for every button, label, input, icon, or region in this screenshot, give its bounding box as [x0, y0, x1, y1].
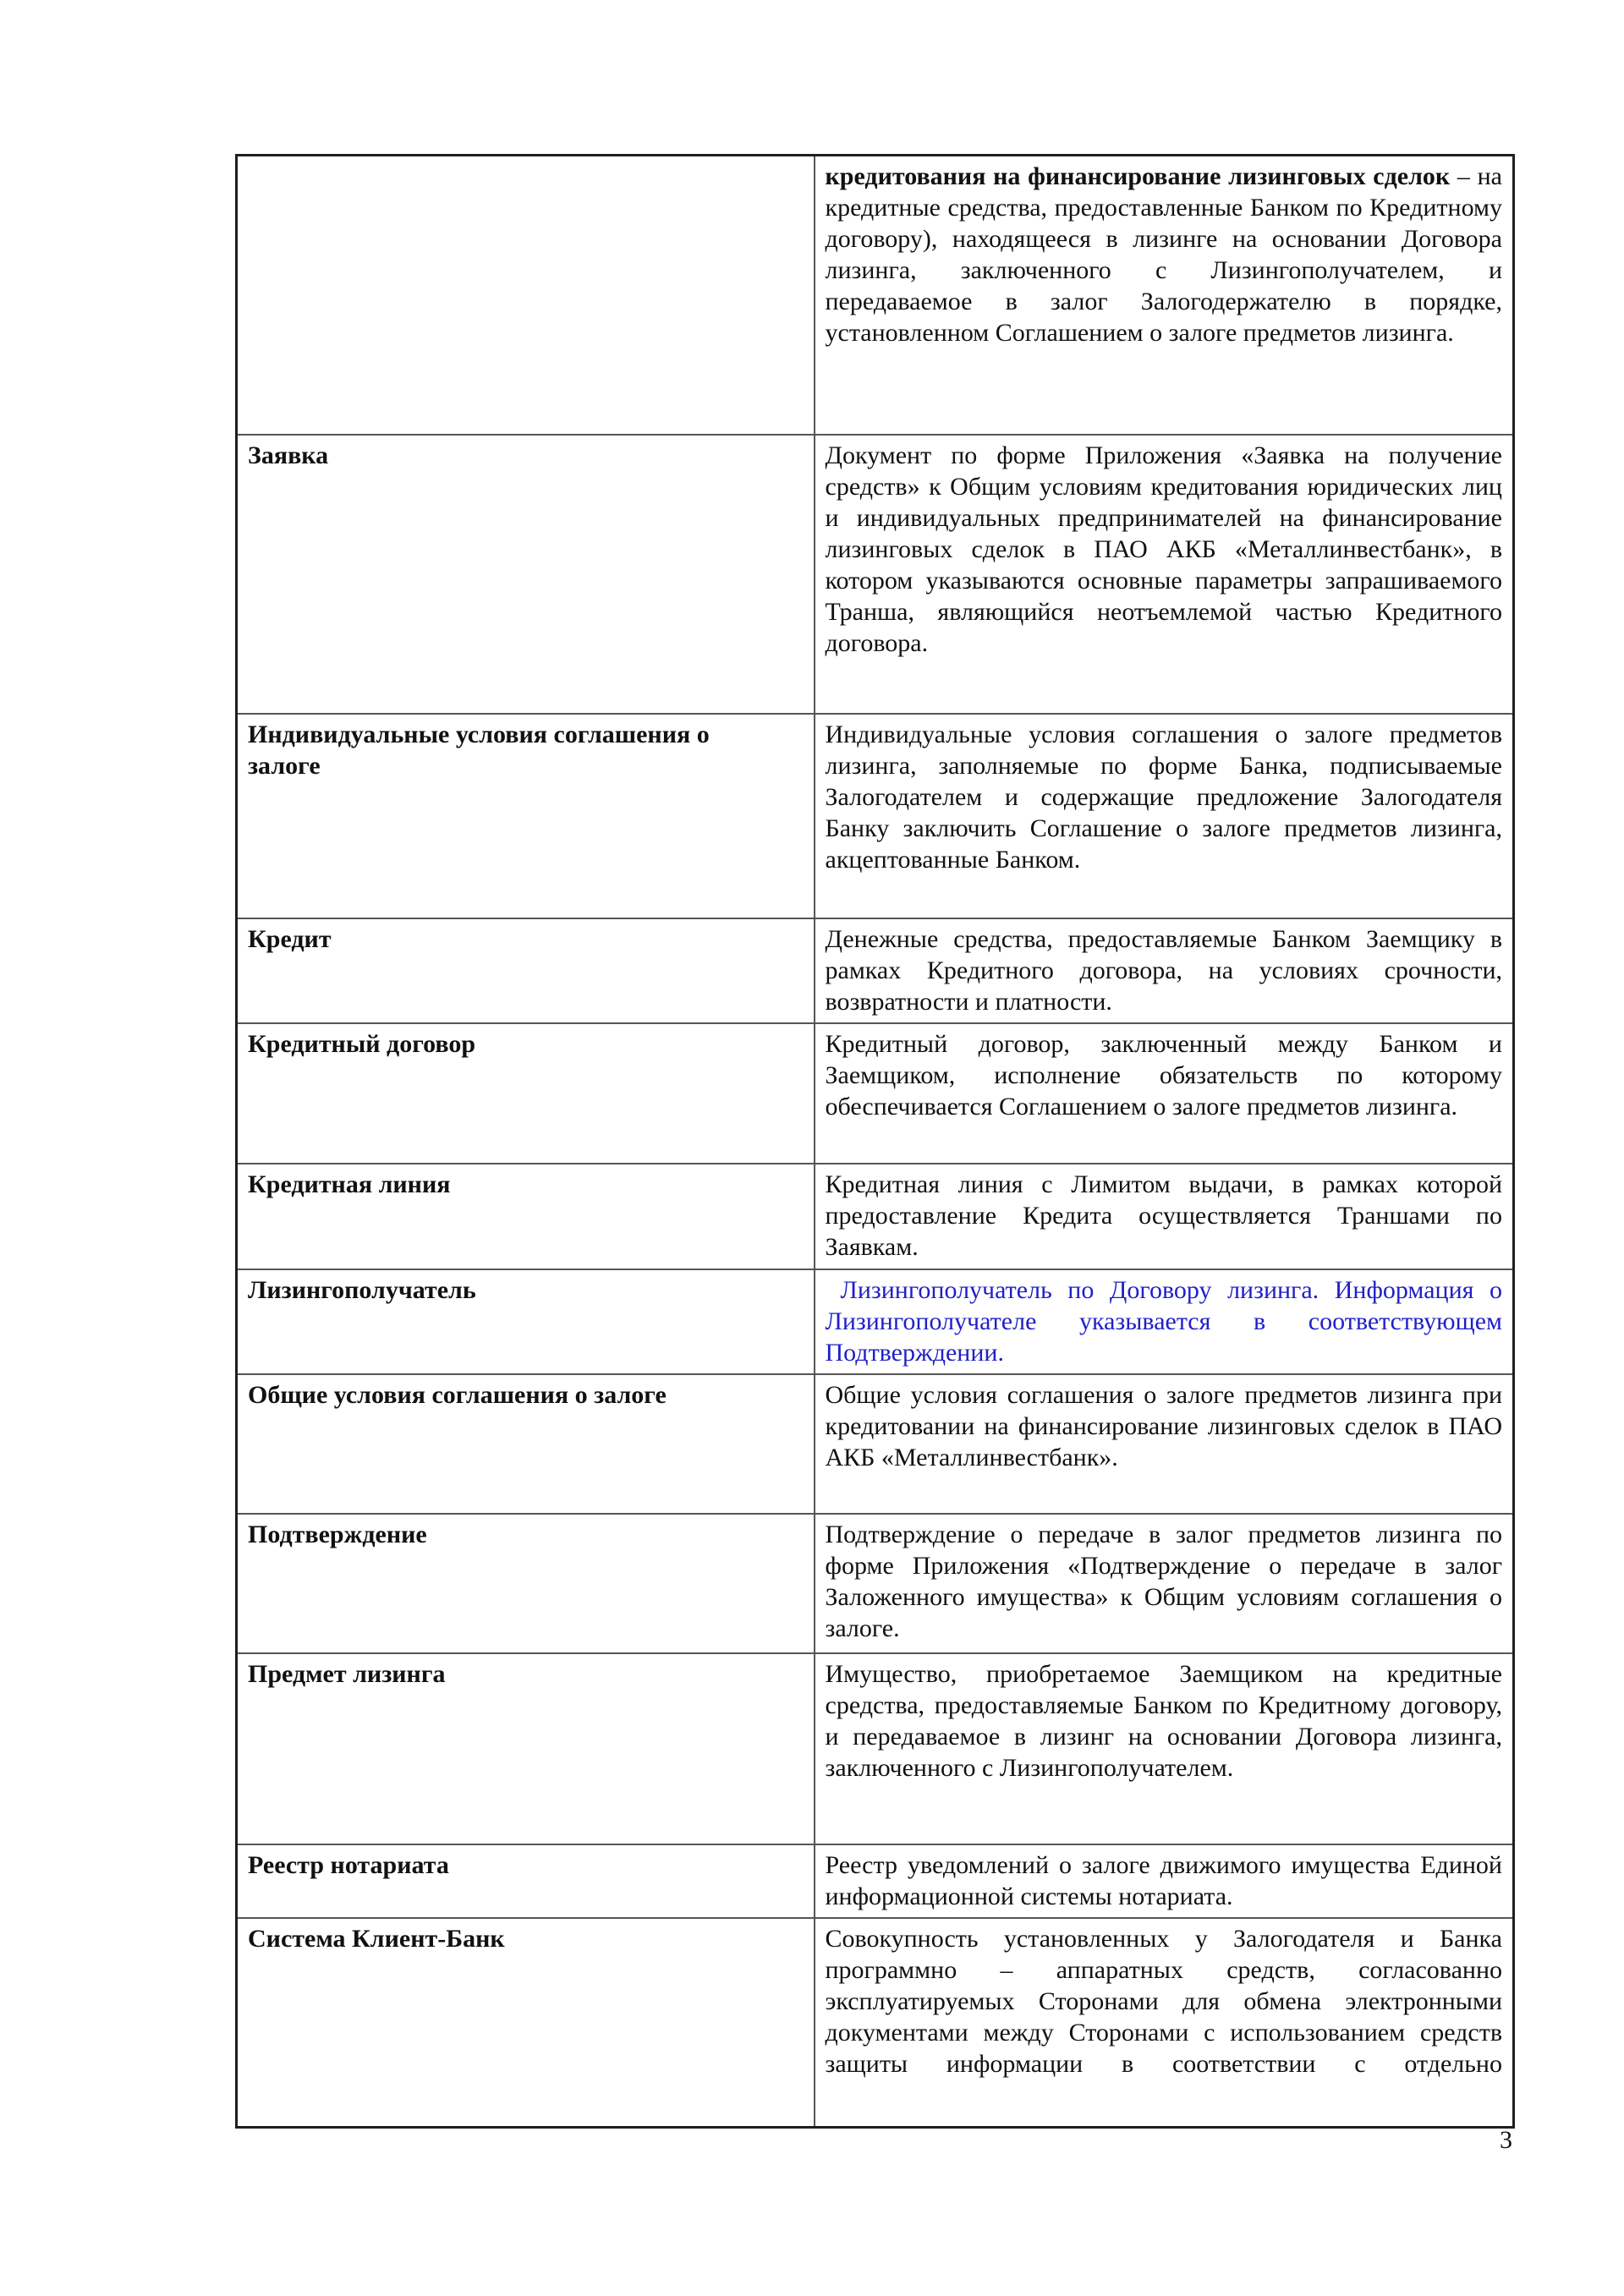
definition-text: Подтверждение о передаче в залог предметов лизинга по форме Приложения «Подтверждение о передаче в залог Заложенного имущества» к Общим условиям соглашения о залоге.	[825, 1520, 1502, 1642]
definition-cell	[815, 1844, 1514, 1918]
term-cell	[237, 1269, 815, 1374]
definition-text: Совокупность установленных у Залогодателя и Банка программно – аппаратных средств, согласованно эксплуатируемых Сторонами для обмена электронными документами между Сторонами с использованием средств защиты информации в соответствии с отдельно	[825, 1924, 1502, 2078]
table-row	[237, 1918, 1514, 2128]
definition-text: Реестр уведомлений о залоге движимого имущества Единой информационной системы нотариата.	[825, 1850, 1502, 1910]
term-cell	[237, 1918, 815, 2128]
page-number: 3	[1500, 2126, 1512, 2154]
table-row	[237, 156, 1514, 435]
definition-cell	[815, 1269, 1514, 1374]
table-row	[237, 435, 1514, 714]
definition-cell	[815, 918, 1514, 1023]
term-cell	[237, 714, 815, 918]
definition-text: Документ по форме Приложения «Заявка на получение средств» к Общим условиям кредитования юридических лиц и индивидуальных предпринимателей на финансирование лизинговых сделок в ПАО АКБ «Металлинвестбанк», в котором указываются основные параметры запрашиваемого Транша, являющийся неотъемлемой частью Кредитного договора.	[825, 441, 1502, 657]
definition-cell	[815, 1653, 1514, 1844]
table-row	[237, 1164, 1514, 1269]
definition-cell	[815, 1374, 1514, 1514]
definition-cell	[815, 156, 1514, 435]
definition-text: Общие условия соглашения о залоге предметов лизинга при кредитовании на финансирование лизинговых сделок в ПАО АКБ «Металлинвестбанк».	[825, 1380, 1502, 1471]
definition-cell	[815, 1164, 1514, 1269]
table-row	[237, 1844, 1514, 1918]
term-cell	[237, 435, 815, 714]
table-row	[237, 1514, 1514, 1653]
term-text: Система Клиент-Банк	[248, 1924, 505, 1953]
term-text: Заявка	[248, 441, 329, 469]
definition-text: Денежные средства, предоставляемые Банком Заемщику в рамках Кредитного договора, на условиях срочности, возвратности и платности.	[825, 924, 1502, 1016]
term-cell	[237, 1844, 815, 1918]
definition-bold-text: кредитования на финансирование лизинговых сделок	[825, 162, 1451, 190]
table-row	[237, 1374, 1514, 1514]
term-cell	[237, 1374, 815, 1514]
term-text: Кредит	[248, 924, 332, 953]
definition-cell	[815, 1023, 1514, 1164]
definition-cell	[815, 435, 1514, 714]
term-text: Кредитная линия	[248, 1170, 451, 1198]
table-row	[237, 918, 1514, 1023]
definition-cell	[815, 714, 1514, 918]
definition-text: – на кредитные средства, предоставленные Банком по Кредитному договору), находящееся в лизинге на основании Договора лизинга, заключенного с Лизингополучателем, и передаваемое в залог Залогодержателю в порядке, установленном Соглашением о залоге предметов лизинга.	[825, 162, 1503, 347]
table-row	[237, 1653, 1514, 1844]
term-text: Кредитный договор	[248, 1029, 476, 1058]
term-cell	[237, 1653, 815, 1844]
table-row	[237, 714, 1514, 918]
term-cell	[237, 1164, 815, 1269]
definition-text: Кредитная линия с Лимитом выдачи, в рамках которой предоставление Кредита осуществляется Траншами по Заявкам.	[825, 1170, 1502, 1261]
definition-text: Кредитный договор, заключенный между Банком и Заемщиком, исполнение обязательств по которому обеспечивается Соглашением о залоге предметов лизинга.	[825, 1029, 1502, 1121]
term-text: Предмет лизинга	[248, 1659, 446, 1688]
term-cell	[237, 156, 815, 435]
table-row	[237, 1269, 1514, 1374]
term-text: Подтверждение	[248, 1520, 427, 1548]
term-text: Лизингополучатель	[248, 1275, 476, 1304]
term-cell	[237, 1023, 815, 1164]
definition-text: Имущество, приобретаемое Заемщиком на кредитные средства, предоставляемые Банком по Кредитному договору, и передаваемое в лизинг на основании Договора лизинга, заключенного с Лизингополучателем.	[825, 1659, 1502, 1782]
term-text: Индивидуальные условия соглашения о залоге	[248, 720, 710, 780]
definitions-table	[235, 154, 1515, 2129]
definition-cell	[815, 1514, 1514, 1653]
term-cell	[237, 918, 815, 1023]
term-text: Реестр нотариата	[248, 1850, 449, 1879]
definition-text: Индивидуальные условия соглашения о залоге предметов лизинга, заполняемые по форме Банка, подписываемые Залогодателем и содержащие предложение Залогодателя Банку заключить Соглашение о залоге предметов лизинга, акцептованные Банком.	[825, 720, 1502, 874]
definition-text: Лизингополучатель по Договору лизинга. Информация о Лизингополучателе указывается в соответствующем Подтверждении.	[825, 1275, 1502, 1367]
term-text: Общие условия соглашения о залоге	[248, 1380, 667, 1409]
term-cell	[237, 1514, 815, 1653]
table-row	[237, 1023, 1514, 1164]
definition-cell	[815, 1918, 1514, 2128]
